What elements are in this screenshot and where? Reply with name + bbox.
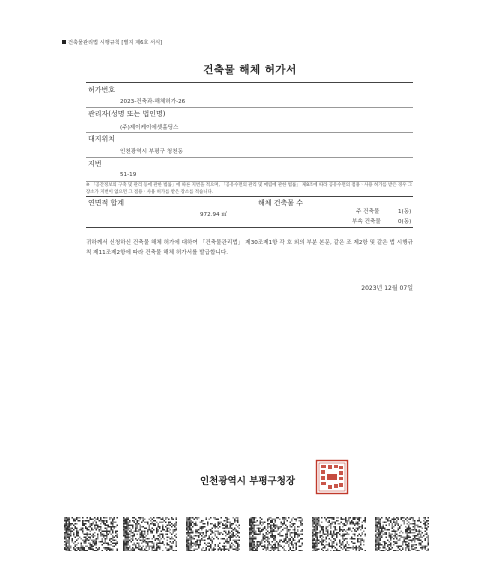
permit-no-label: 허가번호 — [88, 86, 116, 94]
barcode-5 — [312, 517, 366, 551]
divider — [86, 157, 413, 158]
section-divider — [86, 227, 413, 228]
barcode-graphic — [312, 517, 366, 551]
page-title: 건축물 해체 허가서 — [203, 64, 297, 76]
barcode-4 — [249, 517, 303, 551]
asterisk-icon: ※ — [86, 183, 92, 188]
barcode-graphic — [249, 517, 303, 551]
area-label: 연면적 합계 — [88, 199, 125, 207]
barcode-graphic — [64, 517, 118, 551]
sub-building-label: 부속 건축물 — [352, 219, 381, 225]
manager-value: (주)제이케이에셋홀딩스 — [120, 125, 179, 131]
square-bullet-icon — [62, 40, 66, 44]
issue-date: 2023년 12월 07일 — [361, 285, 413, 292]
building-count-label: 해체 건축물 수 — [258, 199, 304, 207]
main-building-label: 주 건축물 — [356, 209, 380, 215]
lot-value: 51-19 — [120, 172, 137, 178]
barcode-1 — [64, 517, 118, 551]
lot-label: 지번 — [88, 160, 102, 168]
form-reference: 건축물관리법 시행규칙 [별지 제6호 서식] — [62, 39, 162, 46]
footnote: ※ 「공간정보의 구축 및 관리 등에 관한 법률」에 따른 지번을 적으며, 「공유수면의 관리 및 매립에 관한 법률」 제8조에 따라 공유수면의 점용ㆍ사용 허가를 받은 경우 그 장소가 지번이 없으면 그 점용ㆍ사용 허가를 받은 장소를 적습니다. — [86, 183, 413, 195]
permit-no-value: 2023-건축과-해체허가-26 — [120, 99, 186, 105]
site-value: 인천광역시 부평구 청천동 — [120, 149, 183, 155]
issuer-name: 인천광역시 부평구청장 — [200, 476, 296, 487]
divider — [86, 132, 413, 133]
area-value: 972.94 ㎡ — [200, 212, 227, 218]
official-seal — [315, 459, 349, 495]
body-paragraph: 귀하께서 신청하신 건축물 해체 허가에 대하여 「건축물관리법」 제30조제1항 각 호 외의 부분 본문, 같은 조 제2항 및 같은 법 시행규칙 제11조제2항에 따라 건축물 해체 허가서를 발급합니다. — [86, 240, 413, 256]
barcode-graphic — [186, 517, 240, 551]
barcode-graphic — [375, 517, 429, 551]
manager-label: 관리자(성명 또는 법인명) — [88, 110, 166, 118]
title-divider — [86, 82, 413, 83]
sub-building-value: 0(동) — [398, 219, 412, 225]
section-divider — [86, 196, 413, 197]
barcode-graphic — [123, 517, 177, 551]
divider — [86, 107, 413, 108]
barcode-2 — [123, 517, 177, 551]
main-building-value: 1(동) — [398, 209, 412, 215]
barcode-6 — [375, 517, 429, 551]
site-label: 대지위치 — [88, 135, 116, 143]
barcode-3 — [186, 517, 240, 551]
